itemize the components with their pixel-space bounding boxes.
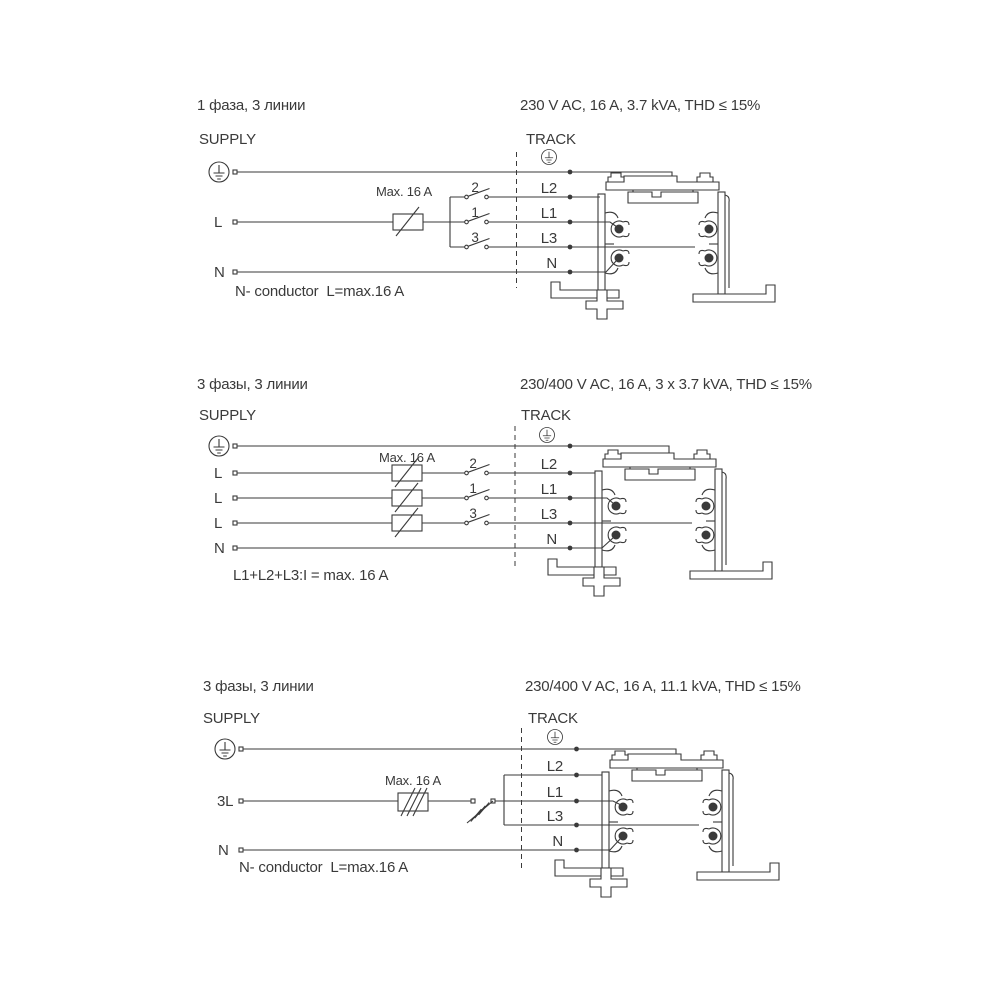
d2-switch-2-number: 2: [469, 456, 477, 471]
diagram-3-phases-3-lines-3pole: [203, 678, 801, 897]
d3-track-label-N: N: [552, 833, 563, 850]
d1-note: N- conductor L=max.16 A: [235, 283, 405, 300]
d3-track-label-L3: L3: [546, 808, 563, 825]
d1-track-cross-section: [551, 173, 775, 319]
d2-supply-ground-icon: [209, 436, 229, 456]
d1-title-right: 230 V AC, 16 A, 3.7 kVA, THD ≤ 15%: [520, 97, 761, 114]
d3-track-heading: TRACK: [528, 710, 578, 727]
d3-switch-3pole: [467, 799, 495, 823]
diagram-3-phases-3-lines-fused: [197, 376, 812, 596]
d1-track-ground-icon: [542, 150, 557, 165]
d3-junction-dots: [574, 747, 579, 853]
d1-supply-label-L: L: [214, 214, 223, 231]
d1-switch-2-number: 2: [471, 180, 479, 195]
d2-track-label-L3: L3: [540, 506, 557, 523]
d3-track-label-L1: L1: [546, 784, 563, 801]
d2-title-left: 3 фазы, 3 линии: [197, 376, 308, 393]
d2-track-label-L1: L1: [540, 481, 557, 498]
d1-track-label-L1: L1: [540, 205, 557, 222]
d3-title-right: 230/400 V AC, 16 A, 11.1 kVA, THD ≤ 15%: [525, 678, 801, 695]
d3-fuse-3pole: [398, 788, 428, 816]
d2-supply-heading: SUPPLY: [199, 407, 256, 424]
d1-switch-1-number: 1: [471, 205, 479, 220]
d1-title-left: 1 фаза, 3 линии: [197, 97, 306, 114]
d1-supply-terminals: [233, 170, 237, 274]
d3-track-label-L2: L2: [546, 758, 563, 775]
d2-supply-label-N: N: [214, 540, 225, 557]
d1-supply-label-N: N: [214, 264, 225, 281]
d3-track-ground-icon: [548, 730, 563, 745]
d1-track-heading: TRACK: [526, 131, 576, 148]
d2-track-ground-icon: [540, 428, 555, 443]
d2-track-heading: TRACK: [521, 407, 571, 424]
d2-supply-label-L1: L: [214, 465, 223, 482]
d1-fuse-rating-label: Max. 16 A: [375, 184, 433, 199]
d1-track-label-L2: L2: [540, 180, 557, 197]
d2-track-label-N: N: [546, 531, 557, 548]
diagram-1-phase-3-lines: [197, 97, 775, 319]
d3-supply-ground-icon: [215, 739, 235, 759]
d3-supply-terminals: [239, 747, 243, 852]
d3-note: N- conductor L=max.16 A: [239, 859, 409, 876]
d2-switch-1-number: 1: [469, 481, 477, 496]
d1-junction-dots: [568, 170, 573, 275]
d2-note: L1+L2+L3:I = max. 16 A: [233, 567, 389, 584]
d1-fuse: [393, 207, 423, 236]
d3-fuse-rating-label: Max. 16 A: [384, 773, 442, 788]
d3-title-left: 3 фазы, 3 линии: [203, 678, 314, 695]
d1-supply-heading: SUPPLY: [199, 131, 256, 148]
d3-supply-label-3L: 3L: [217, 793, 234, 810]
d1-switch-3-number: 3: [471, 230, 479, 245]
d3-supply-label-N: N: [218, 842, 229, 859]
d1-supply-ground-icon: [209, 162, 229, 182]
d3-track-cross-section: [555, 751, 779, 897]
d2-junction-dots: [568, 444, 573, 551]
d2-switch-3-number: 3: [469, 506, 477, 521]
d2-supply-label-L2: L: [214, 490, 223, 507]
d2-title-right: 230/400 V AC, 16 A, 3 x 3.7 kVA, THD ≤ 15%: [520, 376, 812, 393]
d3-supply-heading: SUPPLY: [203, 710, 260, 727]
d2-supply-terminals: [233, 444, 237, 550]
d2-fuse-rating-label: Max. 16 A: [378, 450, 436, 465]
d2-track-label-L2: L2: [540, 456, 557, 473]
d2-supply-label-L3: L: [214, 515, 223, 532]
d1-track-label-N: N: [546, 255, 557, 272]
d2-fuses: [392, 458, 422, 537]
d1-track-label-L3: L3: [540, 230, 557, 247]
